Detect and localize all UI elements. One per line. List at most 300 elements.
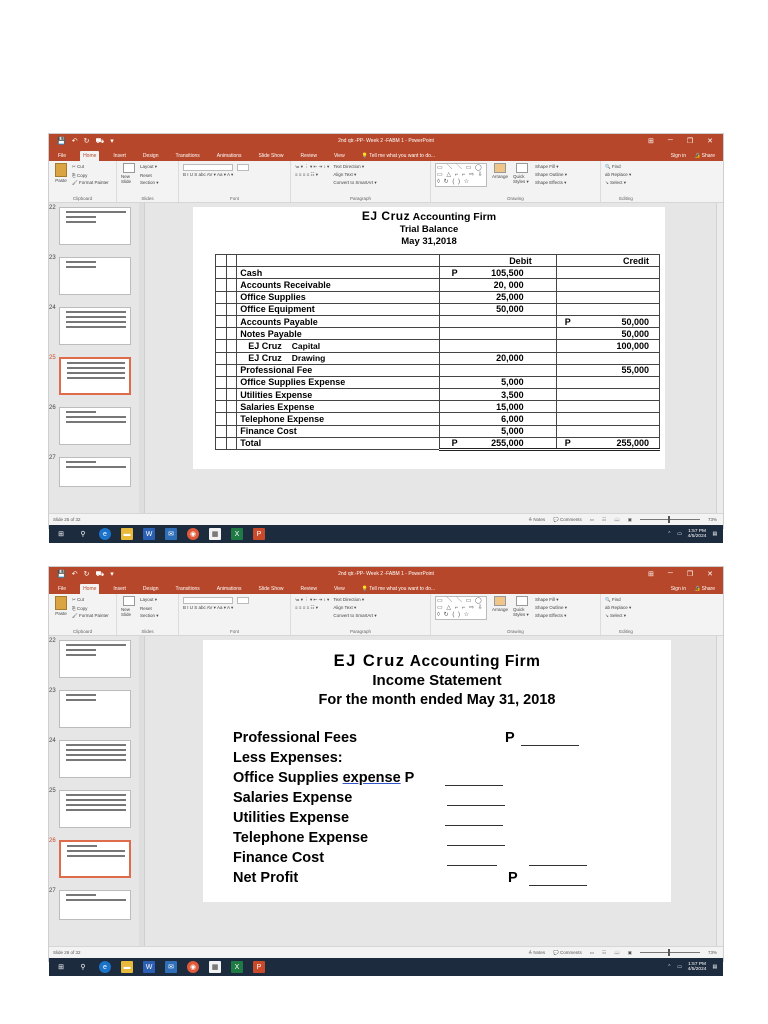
slide-title <box>193 209 665 223</box>
slide-sorter-icon[interactable]: ☷ <box>602 949 607 955</box>
reset-button[interactable]: Reset <box>140 605 152 611</box>
windows-start-icon[interactable]: ⊞ <box>58 964 64 971</box>
ribbon-display-icon[interactable]: ⊞ <box>648 138 654 145</box>
professional-fees-label: Professional Fees <box>233 730 358 746</box>
firm-name: EJ Cruz <box>333 652 406 670</box>
trial-balance-table <box>215 254 660 451</box>
table-row <box>216 364 660 376</box>
table-cell <box>226 352 237 364</box>
table-cell <box>226 340 237 352</box>
thumb-number: 27 <box>49 888 56 894</box>
network-icon[interactable]: ▭ <box>677 964 682 970</box>
account-cell: Notes Payable <box>237 328 439 340</box>
canvas-scrollbar[interactable] <box>716 203 723 513</box>
comments-button[interactable]: 💬 Comments <box>553 949 582 955</box>
debit-cell: P 105,500 <box>439 267 556 279</box>
tell-me-search[interactable]: 💡 Tell me what you want to do... <box>361 153 436 159</box>
format-painter-button[interactable]: 🖌 Format Painter <box>72 180 109 185</box>
credit-cell: 100,000 <box>556 340 659 352</box>
chrome-icon[interactable]: ◉ <box>187 961 199 973</box>
window-title: 2nd qtr.-PP- Week 2 -FABM 1 - PowerPoint <box>338 571 434 577</box>
account-cell: Office Supplies <box>237 291 439 303</box>
normal-view-icon[interactable]: ▭ <box>589 516 595 522</box>
table-row <box>216 303 660 315</box>
system-tray <box>667 962 717 973</box>
minimize-icon[interactable]: ─ <box>667 570 673 577</box>
text-direction-button[interactable]: Text Direction ▾ <box>333 597 365 602</box>
save-icon[interactable]: 💾 <box>57 137 66 145</box>
slide-canvas <box>145 636 723 946</box>
paste-button[interactable]: Paste <box>53 596 69 633</box>
tab-review[interactable]: Review <box>300 586 317 592</box>
find-button[interactable]: 🔍 Find <box>605 164 621 169</box>
replace-button[interactable]: ab Replace ▾ <box>605 172 632 177</box>
redo-icon[interactable]: ↻ <box>83 570 90 578</box>
thumb-number: 26 <box>49 838 56 844</box>
net-profit-label: Net Profit <box>233 870 299 886</box>
select-button[interactable]: ↘ Select ▾ <box>605 613 627 618</box>
table-cell <box>216 437 227 449</box>
undo-icon[interactable]: ↶ <box>71 137 78 145</box>
table-row <box>216 401 660 413</box>
tab-home[interactable]: Home <box>80 151 99 161</box>
workspace <box>49 203 723 513</box>
thumbnail-scrollbar[interactable] <box>139 636 144 946</box>
thumb-number: 23 <box>49 688 56 694</box>
shapes-gallery[interactable]: ▭ ＼ ＼ ▭ ◯ ▭ △ ⌐ ⌐ ⇨ ⇩ ◊ ↻ ( ) ☆ <box>435 596 487 620</box>
powerpoint-window-trial-balance <box>48 133 724 539</box>
editing-group <box>601 594 651 635</box>
redo-icon[interactable]: ↻ <box>83 137 90 145</box>
edge-icon[interactable]: e <box>99 528 111 540</box>
shape-outline-button[interactable]: Shape Outline ▾ <box>535 172 568 177</box>
slide-thumbnail-22[interactable] <box>59 640 131 678</box>
tab-home[interactable]: Home <box>80 584 99 594</box>
table-cell <box>216 315 227 327</box>
excel-icon[interactable]: X <box>231 528 243 540</box>
thumb-number: 22 <box>49 638 56 644</box>
table-cell <box>226 255 237 267</box>
table-cell <box>216 267 227 279</box>
account-cell: EJ Cruz Capital <box>237 340 439 352</box>
account-cell: Utilities Expense <box>237 389 439 401</box>
align-text-button[interactable]: Align Text ▾ <box>333 172 357 177</box>
slide-thumbnail-22[interactable] <box>59 207 131 245</box>
mail-icon[interactable]: ✉ <box>165 528 177 540</box>
mail-icon[interactable]: ✉ <box>165 961 177 973</box>
zoom-level[interactable]: 73% <box>707 950 717 955</box>
ribbon-display-icon[interactable]: ⊞ <box>648 571 654 578</box>
account-cell: Total <box>237 437 439 449</box>
paragraph-group <box>291 161 431 202</box>
file-explorer-icon[interactable]: ▬ <box>121 528 133 540</box>
slide-thumbnail-23[interactable] <box>59 690 131 728</box>
windows-taskbar <box>49 958 723 976</box>
find-button[interactable]: 🔍 Find <box>605 597 621 602</box>
align-text-button[interactable]: Align Text ▾ <box>333 605 357 610</box>
restore-icon[interactable]: ❐ <box>686 138 694 145</box>
table-cell <box>216 303 227 315</box>
font-size-box[interactable] <box>237 597 249 604</box>
slide-sorter-icon[interactable]: ☷ <box>602 516 607 522</box>
thumb-number: 26 <box>49 405 56 411</box>
table-row <box>216 413 660 425</box>
slide-title <box>203 652 671 671</box>
restore-icon[interactable]: ❐ <box>686 571 694 578</box>
debit-cell: 20, 000 <box>439 279 556 291</box>
table-cell <box>216 255 227 267</box>
group-label: Paragraph <box>349 196 371 201</box>
replace-button[interactable]: ab Replace ▾ <box>605 605 632 610</box>
text-direction-button[interactable]: Text Direction ▾ <box>333 164 365 169</box>
windows-taskbar <box>49 525 723 543</box>
new-slide-button[interactable]: New Slide <box>121 596 137 633</box>
table-row <box>216 352 660 364</box>
table-cell <box>216 413 227 425</box>
comments-button[interactable]: 💬 Comments <box>553 516 582 522</box>
tab-view[interactable]: View <box>333 586 345 592</box>
canvas-scrollbar[interactable] <box>716 636 723 946</box>
shapes-gallery[interactable]: ▭ ＼ ＼ ▭ ◯ ▭ △ ⌐ ⌐ ⇨ ⇩ ◊ ↻ ( ) ☆ <box>435 163 487 187</box>
tab-transitions[interactable]: Transitions <box>175 153 200 159</box>
blank-net-profit <box>529 885 587 886</box>
tab-design[interactable]: Design <box>142 586 159 592</box>
tab-slide-show[interactable]: Slide Show <box>258 153 284 159</box>
ribbon-home <box>49 161 723 203</box>
debit-cell: P 255,000 <box>439 437 556 449</box>
search-icon[interactable]: ⚲ <box>80 531 86 538</box>
align-buttons[interactable]: ≡ ≡ ≡ ≡ ☷ ▾ <box>295 172 319 177</box>
powerpoint-icon[interactable]: P <box>253 961 265 973</box>
minimize-icon[interactable]: ─ <box>667 137 673 144</box>
excel-icon[interactable]: X <box>231 961 243 973</box>
normal-view-icon[interactable]: ▭ <box>589 949 595 955</box>
table-cell <box>226 437 237 449</box>
copy-button[interactable]: ⎘ Copy <box>72 172 88 178</box>
table-cell <box>216 376 227 388</box>
file-explorer-icon[interactable]: ▬ <box>121 961 133 973</box>
table-row <box>216 425 660 437</box>
notes-button[interactable]: ≜ Notes <box>528 949 546 955</box>
table-row <box>216 437 660 449</box>
layout-button[interactable]: Layout ▾ <box>140 164 158 169</box>
shape-effects-button[interactable]: Shape Effects ▾ <box>535 180 567 185</box>
tab-insert[interactable]: Insert <box>113 153 126 159</box>
tab-view[interactable]: View <box>333 153 345 159</box>
table-row <box>216 267 660 279</box>
ribbon-home <box>49 594 723 636</box>
slide-thumbnail-23[interactable] <box>59 257 131 295</box>
slide-thumbnail-24[interactable] <box>59 740 131 778</box>
slide-thumbnail-26[interactable] <box>59 407 131 445</box>
notes-button[interactable]: ≜ Notes <box>528 516 546 522</box>
notification-icon[interactable]: ▤ <box>712 531 717 537</box>
tab-animations[interactable]: Animations <box>216 153 242 159</box>
account-cell: Accounts Payable <box>237 315 439 327</box>
slide-period: For the month ended May 31, 2018 <box>318 692 556 708</box>
ribbon-tabs <box>49 581 723 594</box>
convert-smartart-button[interactable]: Convert to SmartArt ▾ <box>333 613 377 618</box>
section-button[interactable]: Section ▾ <box>140 613 159 618</box>
tab-animations[interactable]: Animations <box>216 586 242 592</box>
office-supplies-expense-label: Office Supplies expense P <box>233 770 415 786</box>
slides-group <box>117 594 179 635</box>
arrange-button[interactable]: Arrange <box>491 596 509 633</box>
tab-slide-show[interactable]: Slide Show <box>258 586 284 592</box>
slide-trial-balance[interactable] <box>193 207 665 469</box>
debit-cell <box>439 328 556 340</box>
account-cell: EJ Cruz Drawing <box>237 352 439 364</box>
workspace <box>49 636 723 946</box>
peso-mark: P <box>505 730 515 746</box>
reset-button[interactable]: Reset <box>140 172 152 178</box>
table-row <box>216 389 660 401</box>
table-cell <box>216 389 227 401</box>
group-label: Editing <box>619 629 633 634</box>
tab-review[interactable]: Review <box>300 153 317 159</box>
close-icon[interactable]: ✕ <box>707 571 713 578</box>
table-cell <box>216 328 227 340</box>
layout-button[interactable]: Layout ▾ <box>140 597 158 602</box>
table-cell <box>216 291 227 303</box>
clock[interactable]: 1:57 PM 4/5/2024 <box>687 961 707 972</box>
account-cell: Cash <box>237 267 439 279</box>
blank-telephone <box>447 845 505 846</box>
notification-icon[interactable]: ▤ <box>712 964 717 970</box>
table-cell <box>226 401 237 413</box>
slide-subtitle: Income Statement <box>372 672 502 689</box>
table-cell <box>226 376 237 388</box>
chrome-icon[interactable]: ◉ <box>187 528 199 540</box>
slide-income-statement[interactable] <box>203 640 671 902</box>
select-button[interactable]: ↘ Select ▾ <box>605 180 627 185</box>
thumb-number: 24 <box>49 738 56 744</box>
debit-cell: 25,000 <box>439 291 556 303</box>
peso-mark: P <box>508 870 518 886</box>
credit-cell <box>556 425 659 437</box>
firm-name: EJ Cruz <box>361 209 411 223</box>
group-label: Font <box>229 629 239 634</box>
list-buttons[interactable]: ≔ ▾ ⋮ ▾ ⇤ ⇥ ↕ ▾ <box>295 164 330 169</box>
sign-in-link[interactable]: Sign in <box>670 153 687 159</box>
align-buttons[interactable]: ≡ ≡ ≡ ≡ ☷ ▾ <box>295 605 319 610</box>
word-icon[interactable]: W <box>143 528 155 540</box>
credit-header: Credit <box>556 255 659 267</box>
less-expenses-label: Less Expenses: <box>233 750 343 766</box>
thumbnail-scrollbar[interactable] <box>139 203 144 513</box>
cut-button[interactable]: ✂ Cut <box>72 597 85 602</box>
table-header-row <box>216 255 660 267</box>
table-row <box>216 315 660 327</box>
new-slide-button[interactable]: New Slide <box>121 163 137 200</box>
windows-start-icon[interactable]: ⊞ <box>58 531 64 538</box>
clipboard-group <box>49 161 117 202</box>
font-name-box[interactable] <box>183 164 233 171</box>
zoom-slider[interactable] <box>640 519 700 520</box>
credit-cell <box>556 401 659 413</box>
presenter-icon[interactable]: ⛟ <box>95 570 105 578</box>
account-cell: Telephone Expense <box>237 413 439 425</box>
table-cell <box>226 425 237 437</box>
slide-thumbnail-24[interactable] <box>59 307 131 345</box>
account-cell: Office Supplies Expense <box>237 376 439 388</box>
calendar-icon[interactable]: ▦ <box>209 528 221 540</box>
customize-icon[interactable]: ▾ <box>110 137 114 145</box>
tab-file[interactable]: File <box>58 586 67 592</box>
slide-thumbnail-pane[interactable] <box>49 636 145 946</box>
slide-subtitle: Trial Balance <box>399 224 459 235</box>
quick-styles-button[interactable]: Quick Styles ▾ <box>513 596 531 633</box>
credit-cell: 50,000 <box>556 328 659 340</box>
tab-transitions[interactable]: Transitions <box>175 586 200 592</box>
reading-view-icon[interactable]: 📖 <box>614 516 620 522</box>
credit-cell <box>556 376 659 388</box>
debit-cell: 15,000 <box>439 401 556 413</box>
font-name-box[interactable] <box>183 597 233 604</box>
table-cell <box>226 389 237 401</box>
shape-fill-button[interactable]: Shape Fill ▾ <box>535 597 559 602</box>
tab-insert[interactable]: Insert <box>113 586 126 592</box>
tell-me-search[interactable]: 💡 Tell me what you want to do... <box>361 586 436 592</box>
slide-counter: Slide 25 of 32 <box>53 517 81 522</box>
thumb-number: 22 <box>49 205 56 211</box>
share-button[interactable]: 🔏 Share <box>694 153 715 159</box>
blank-office-supplies <box>445 785 503 786</box>
group-label: Drawing <box>507 629 524 634</box>
thumb-number: 25 <box>49 355 56 361</box>
blank-salaries <box>447 805 505 806</box>
undo-icon[interactable]: ↶ <box>71 570 78 578</box>
debit-cell <box>439 340 556 352</box>
slide-thumbnail-25[interactable] <box>59 790 131 828</box>
shape-fill-button[interactable]: Shape Fill ▾ <box>535 164 559 169</box>
section-button[interactable]: Section ▾ <box>140 180 159 185</box>
chevron-up-icon[interactable]: ⌃ <box>667 531 672 537</box>
shape-outline-button[interactable]: Shape Outline ▾ <box>535 605 568 610</box>
table-row <box>216 291 660 303</box>
slide-thumbnail-27[interactable] <box>59 457 131 487</box>
table-cell <box>216 401 227 413</box>
credit-cell <box>556 303 659 315</box>
paragraph-group <box>291 594 431 635</box>
group-label: Drawing <box>507 196 524 201</box>
share-button[interactable]: 🔏 Share <box>694 586 715 592</box>
clock[interactable]: 1:57 PM 4/5/2024 <box>687 528 707 539</box>
font-size-box[interactable] <box>237 164 249 171</box>
blank-finance-cost <box>447 865 497 866</box>
slide-thumbnail-25-selected[interactable] <box>59 357 131 395</box>
credit-cell <box>556 267 659 279</box>
firm-suffix: Accounting Firm <box>409 653 541 670</box>
table-cell <box>226 364 237 376</box>
slide-thumbnail-26-selected[interactable] <box>59 840 131 878</box>
tab-file[interactable]: File <box>58 153 67 159</box>
slide-canvas <box>145 203 723 513</box>
convert-smartart-button[interactable]: Convert to SmartArt ▾ <box>333 180 377 185</box>
tab-design[interactable]: Design <box>142 153 159 159</box>
credit-cell: 55,000 <box>556 364 659 376</box>
table-cell <box>226 279 237 291</box>
font-format-buttons[interactable]: B I U S abc AV ▾ Aa ▾ A ▾ <box>183 605 234 610</box>
presenter-icon[interactable]: ⛟ <box>95 137 105 145</box>
blank-utilities <box>445 825 503 826</box>
debit-cell <box>439 315 556 327</box>
table-cell <box>226 328 237 340</box>
table-cell <box>226 291 237 303</box>
slide-thumbnail-27[interactable] <box>59 890 131 920</box>
table-row <box>216 376 660 388</box>
powerpoint-icon[interactable]: P <box>253 528 265 540</box>
group-label: Clipboard <box>72 629 93 634</box>
zoom-level[interactable]: 73% <box>707 517 717 522</box>
word-icon[interactable]: W <box>143 961 155 973</box>
slide-thumbnail-pane[interactable] <box>49 203 145 513</box>
table-cell <box>226 303 237 315</box>
paste-icon <box>55 163 67 177</box>
debit-cell: 5,000 <box>439 376 556 388</box>
table-cell <box>216 425 227 437</box>
customize-icon[interactable]: ▾ <box>110 570 114 578</box>
save-icon[interactable]: 💾 <box>57 570 66 578</box>
slides-group <box>117 161 179 202</box>
editing-group <box>601 161 651 202</box>
paste-icon <box>55 596 67 610</box>
thumb-number: 24 <box>49 305 56 311</box>
credit-cell <box>556 291 659 303</box>
search-icon[interactable]: ⚲ <box>80 964 86 971</box>
network-icon[interactable]: ▭ <box>677 531 682 537</box>
group-label: Clipboard <box>72 196 93 201</box>
slideshow-icon[interactable]: ▣ <box>627 949 632 955</box>
close-icon[interactable]: ✕ <box>707 138 713 145</box>
sign-in-link[interactable]: Sign in <box>670 586 687 592</box>
debit-cell <box>439 364 556 376</box>
paste-button[interactable]: Paste <box>53 163 69 200</box>
calendar-icon[interactable]: ▦ <box>209 961 221 973</box>
title-bar <box>49 567 723 581</box>
salaries-expense-label: Salaries Expense <box>233 790 353 806</box>
status-bar <box>49 513 723 525</box>
firm-suffix: Accounting Firm <box>412 211 497 223</box>
credit-cell: P 255,000 <box>556 437 659 449</box>
table-row <box>216 328 660 340</box>
shape-effects-button[interactable]: Shape Effects ▾ <box>535 613 567 618</box>
cut-button[interactable]: ✂ Cut <box>72 164 85 169</box>
clipboard-group <box>49 594 117 635</box>
copy-button[interactable]: ⎘ Copy <box>72 605 88 611</box>
table-row <box>216 279 660 291</box>
slide-counter: Slide 26 of 32 <box>53 950 81 955</box>
edge-icon[interactable]: e <box>99 961 111 973</box>
font-format-buttons[interactable]: B I U S abc AV ▾ Aa ▾ A ▾ <box>183 172 234 177</box>
chevron-up-icon[interactable]: ⌃ <box>667 964 672 970</box>
blank-total-expenses <box>529 865 587 866</box>
format-painter-button[interactable]: 🖌 Format Painter <box>72 613 109 618</box>
font-group <box>179 594 291 635</box>
slideshow-icon[interactable]: ▣ <box>627 516 632 522</box>
quick-styles-button[interactable]: Quick Styles ▾ <box>513 163 531 200</box>
credit-cell <box>556 413 659 425</box>
debit-header: Debit <box>439 255 556 267</box>
debit-cell: 50,000 <box>439 303 556 315</box>
reading-view-icon[interactable]: 📖 <box>614 949 620 955</box>
list-buttons[interactable]: ≔ ▾ ⋮ ▾ ⇤ ⇥ ↕ ▾ <box>295 597 330 602</box>
utilities-expense-label: Utilities Expense <box>233 810 350 826</box>
zoom-slider[interactable] <box>640 952 700 953</box>
account-cell: Salaries Expense <box>237 401 439 413</box>
arrange-button[interactable]: Arrange <box>491 163 509 200</box>
title-bar <box>49 134 723 148</box>
